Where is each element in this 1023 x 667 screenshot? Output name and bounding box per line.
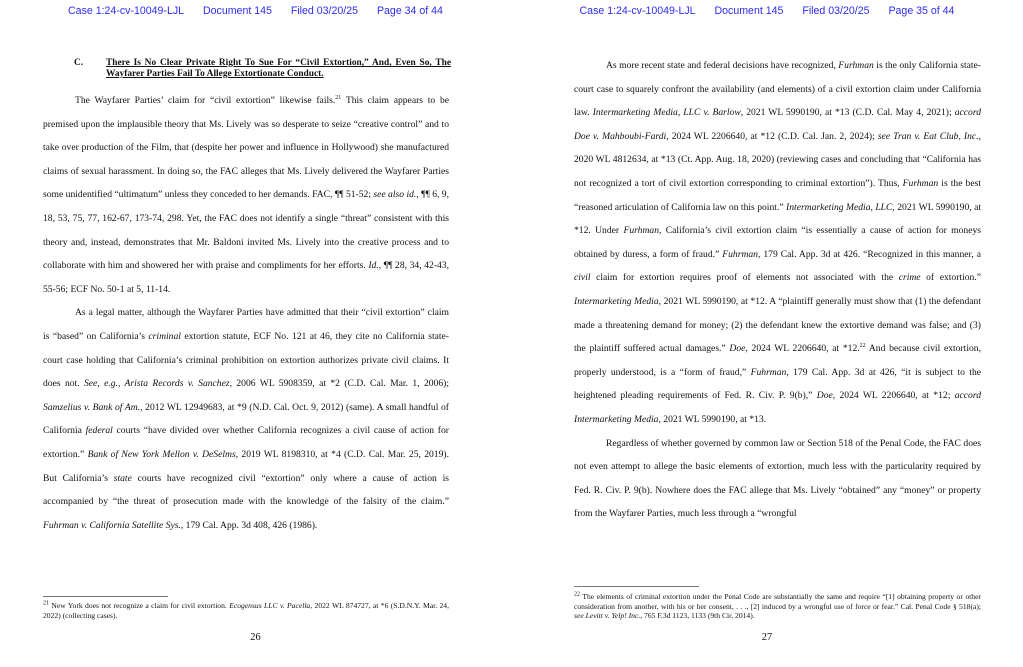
text-run: Regardless of whether governed by common law or Section 518 of the Penal Code, the FAC does not even attempt to allege the basic elements of extortion, much less with the particularity required by Fed. R. Civ. P. 9(b). Nowhere does the FAC allege that Ms. Lively “obtained” any “money” or property from the Wayfarer Parties, much less through a “wrongful <box>574 437 981 520</box>
italic-run: Samzelius v. Bank of Am. <box>43 401 141 413</box>
text-run: , ¶¶ 28, 34, 42-43, 55-56; ECF No. 50-1 at 5, 11-14. <box>43 260 450 295</box>
paragraph <box>574 432 981 526</box>
italic-run: accord Doe v. Mahboubi-Fardi <box>574 107 981 142</box>
italic-run: Doe <box>729 343 746 355</box>
text-run: courts have recognized civil “extortion” only where a cause of action is accompanied by “the threat of prosecution made with the knowledge of the falsity of the claim.” <box>43 472 450 508</box>
text-run: , 2021 WL 5990190, at *12. Under <box>574 201 981 237</box>
italic-run: Fuhrman <box>722 248 758 260</box>
text-run: The Wayfarer Parties’ claim for “civil extortion” likewise fails. <box>75 95 336 106</box>
page-number: 26 <box>250 632 261 643</box>
italic-run: Intermarketing Media, LLC <box>786 201 893 213</box>
italic-run: Doe <box>816 390 833 402</box>
text-run: , 2020 WL 4812634, at *13 (Ct. App. Aug. 18, 2020) (reviewing cases and concluding that “California has not recognized a tort of civil extortion corresponding to criminal extortion”). Thus, <box>574 130 981 189</box>
text-run: , 2022 WL 874727, at *6 (S.D.N.Y. Mar. 24, 2022) (collecting cases). <box>43 601 449 620</box>
text-run: As more recent state and federal decisions have recognized, <box>606 60 839 71</box>
document-number: Document 145 <box>203 5 272 17</box>
text-run: , 2024 WL 2206640, at *12 (C.D. Cal. Jan. 2, 2024); <box>666 130 878 142</box>
italic-run: Ecogensus LLC v. Pacella <box>229 601 311 610</box>
text-run: extortion statute, ECF No. 121 at 46, they cite no California state-court case holding that California’s criminal prohibition on extortion authorizes private civil claims. It does not. <box>43 330 449 390</box>
text-run: , 2021 WL 5990190, at *12. A “plaintiff generally must show that (1) the defendant made a threatening demand for money; (2) the defendant knew the extortive demand was false; and (3) the plaintiff suffered actual damages.” <box>574 295 981 355</box>
italic-run: Id. <box>368 260 379 272</box>
italic-run: Intermarketing Media <box>574 295 659 307</box>
footnote-divider <box>574 586 699 587</box>
italic-run: see also id. <box>373 189 417 201</box>
text-run: , 179 Cal. App. 3d at 426. “Recognized in this manner, a <box>757 248 981 260</box>
italic-run: Furhman <box>623 225 659 237</box>
filed-date: Filed 03/20/25 <box>802 5 870 17</box>
text-run: , 2019 WL 8198310, at *4 (C.D. Cal. Mar. 25, 2019). But California’s <box>43 448 449 484</box>
body-text <box>574 54 981 526</box>
page-of-total: Page 35 of 44 <box>888 5 955 17</box>
text-run: , 765 F.3d 1123, 1133 (9th Cir. 2014). <box>640 611 755 621</box>
italic-run: Bank of New York Mellon v. DeSelms <box>87 448 236 460</box>
italic-run: Furhman <box>838 60 874 71</box>
text-run: , 179 Cal. App. 3d 408, 426 (1986). <box>180 519 318 531</box>
italic-run: crime <box>898 272 921 284</box>
text-run: , ¶¶ 6, 9, 18, 53, 75, 77, 162-67, 173-74, 298. Yet, the FAC does not identify a single “threat” consistent with this theory and, instead, demonstrates that Mr. Baldoni invited Ms. Lively into the creative process and to collaborate with him and showered her with praise and compliments for her efforts. <box>43 189 449 272</box>
filed-date: Filed 03/20/25 <box>290 5 359 17</box>
body-text <box>43 89 449 537</box>
italic-run: See, e.g., Arista Records v. Sanchez <box>84 378 230 390</box>
document-page-27 <box>511 0 1023 667</box>
paragraph <box>43 89 449 301</box>
text-run: , 2024 WL 2206640, at *12; <box>832 390 955 402</box>
footnote-ref[interactable]: 22 <box>859 342 866 349</box>
page-number: 27 <box>761 632 773 643</box>
text-run: This claim appears to be premised upon the implausible theory that Ms. Lively was so desperate to seize “creative control” and to take over production of the Film, that (despite her power and influence in Hollywood) she manufactured claims of sexual harassment. In doing so, the FAC alleges that Ms. Lively delivered the Wayfarer Parties some unidentified “ultimatum” unless they conceded to her demands. FAC, ¶¶ 51-52; <box>43 95 450 201</box>
text-run: claim for extortion requires proof of elements not associated with the <box>590 272 899 284</box>
text-run: , 179 Cal. App. 3d at 426, “it is subject to the heightened pleading requirements of Fed. R. Civ. P. 9(b),” <box>574 366 981 402</box>
text-run: is the best “reasoned articulation of California law on this point.” <box>574 177 981 213</box>
italic-run: state <box>113 472 132 484</box>
footnote-number: 22 <box>574 591 580 598</box>
text-run: , California’s civil extortion claim “is essentially a cause of action for moneys obtained by duress, a form of fraud.” <box>574 225 981 260</box>
italic-run: Furhman <box>902 177 939 189</box>
text-run: The elements of criminal extortion under the Penal Code are substantially the same and require “[1] obtaining property or other consideration from another, with his or her consent, . . ., [2] induced by a wrongful use of force or fear.” Cal. Penal Code § 518(a); <box>574 592 981 611</box>
page-of-total: Page 34 of 44 <box>376 5 443 17</box>
document-page-26 <box>0 0 511 667</box>
italic-run: Fuhrman <box>750 366 787 378</box>
footnote-ref[interactable]: 21 <box>335 94 342 101</box>
footnote <box>574 592 981 621</box>
text-run: , 2006 WL 5908359, at *2 (C.D. Cal. Mar. 1, 2006); <box>229 378 449 390</box>
ecf-header <box>0 5 511 17</box>
italic-run: accord Intermarketing Media <box>574 390 981 425</box>
text-run: New York does not recognize a claim for civil extortion. <box>49 601 230 610</box>
paragraph <box>574 54 981 432</box>
section-heading-text: There Is No Clear Private Right To Sue For “Civil Extortion,” And, Even So, The Wayfarer Parties Fail To Allege Extortionate Conduct. <box>106 58 451 79</box>
text-run: As a legal matter, although the Wayfarer Parties have admitted that their “civil extortion” claim is “based” on California’s <box>43 307 449 342</box>
text-run: And because civil extortion, properly understood, is a “form of fraud,” <box>574 343 981 378</box>
footnote <box>43 601 449 620</box>
text-run: , 2024 WL 2206640, at *12. <box>745 343 860 355</box>
italic-run: civil <box>574 272 591 284</box>
italic-run: criminal <box>148 330 181 342</box>
italic-run: Intermarketing Media, LLC v. Barlow <box>592 107 741 119</box>
document-number: Document 145 <box>714 5 784 17</box>
text-run: is the only California state-court case to squarely confront the availability (and elements) of a civil extortion claim under California law. <box>574 60 981 119</box>
footnote-number: 21 <box>43 600 49 607</box>
section-letter: C. <box>74 58 84 68</box>
paragraph <box>43 301 449 537</box>
text-run: courts “have divided over whether California recognizes a civil cause of action for extortion.” <box>43 425 449 460</box>
text-run: , 2021 WL 5990190, at *13 (C.D. Cal. May 4, 2021); <box>740 107 955 119</box>
italic-run: see Levitt v. Yelp! Inc. <box>574 611 641 621</box>
italic-run: federal <box>85 425 113 437</box>
text-run: , 2012 WL 12949683, at *9 (N.D. Cal. Oct. 9, 2012) (same). A small handful of California <box>43 401 449 437</box>
case-number: Case 1:24-cv-10049-LJL <box>579 5 696 17</box>
case-number: Case 1:24-cv-10049-LJL <box>68 5 185 17</box>
footnote-divider <box>43 596 168 597</box>
ecf-header <box>511 5 1023 17</box>
text-run: of extortion.” <box>920 272 981 284</box>
text-run: , 2021 WL 5990190, at *13. <box>658 413 767 425</box>
italic-run: see Tran v. Eat Club, Inc. <box>877 130 979 142</box>
italic-run: Fuhrman v. California Satellite Sys. <box>43 519 181 531</box>
